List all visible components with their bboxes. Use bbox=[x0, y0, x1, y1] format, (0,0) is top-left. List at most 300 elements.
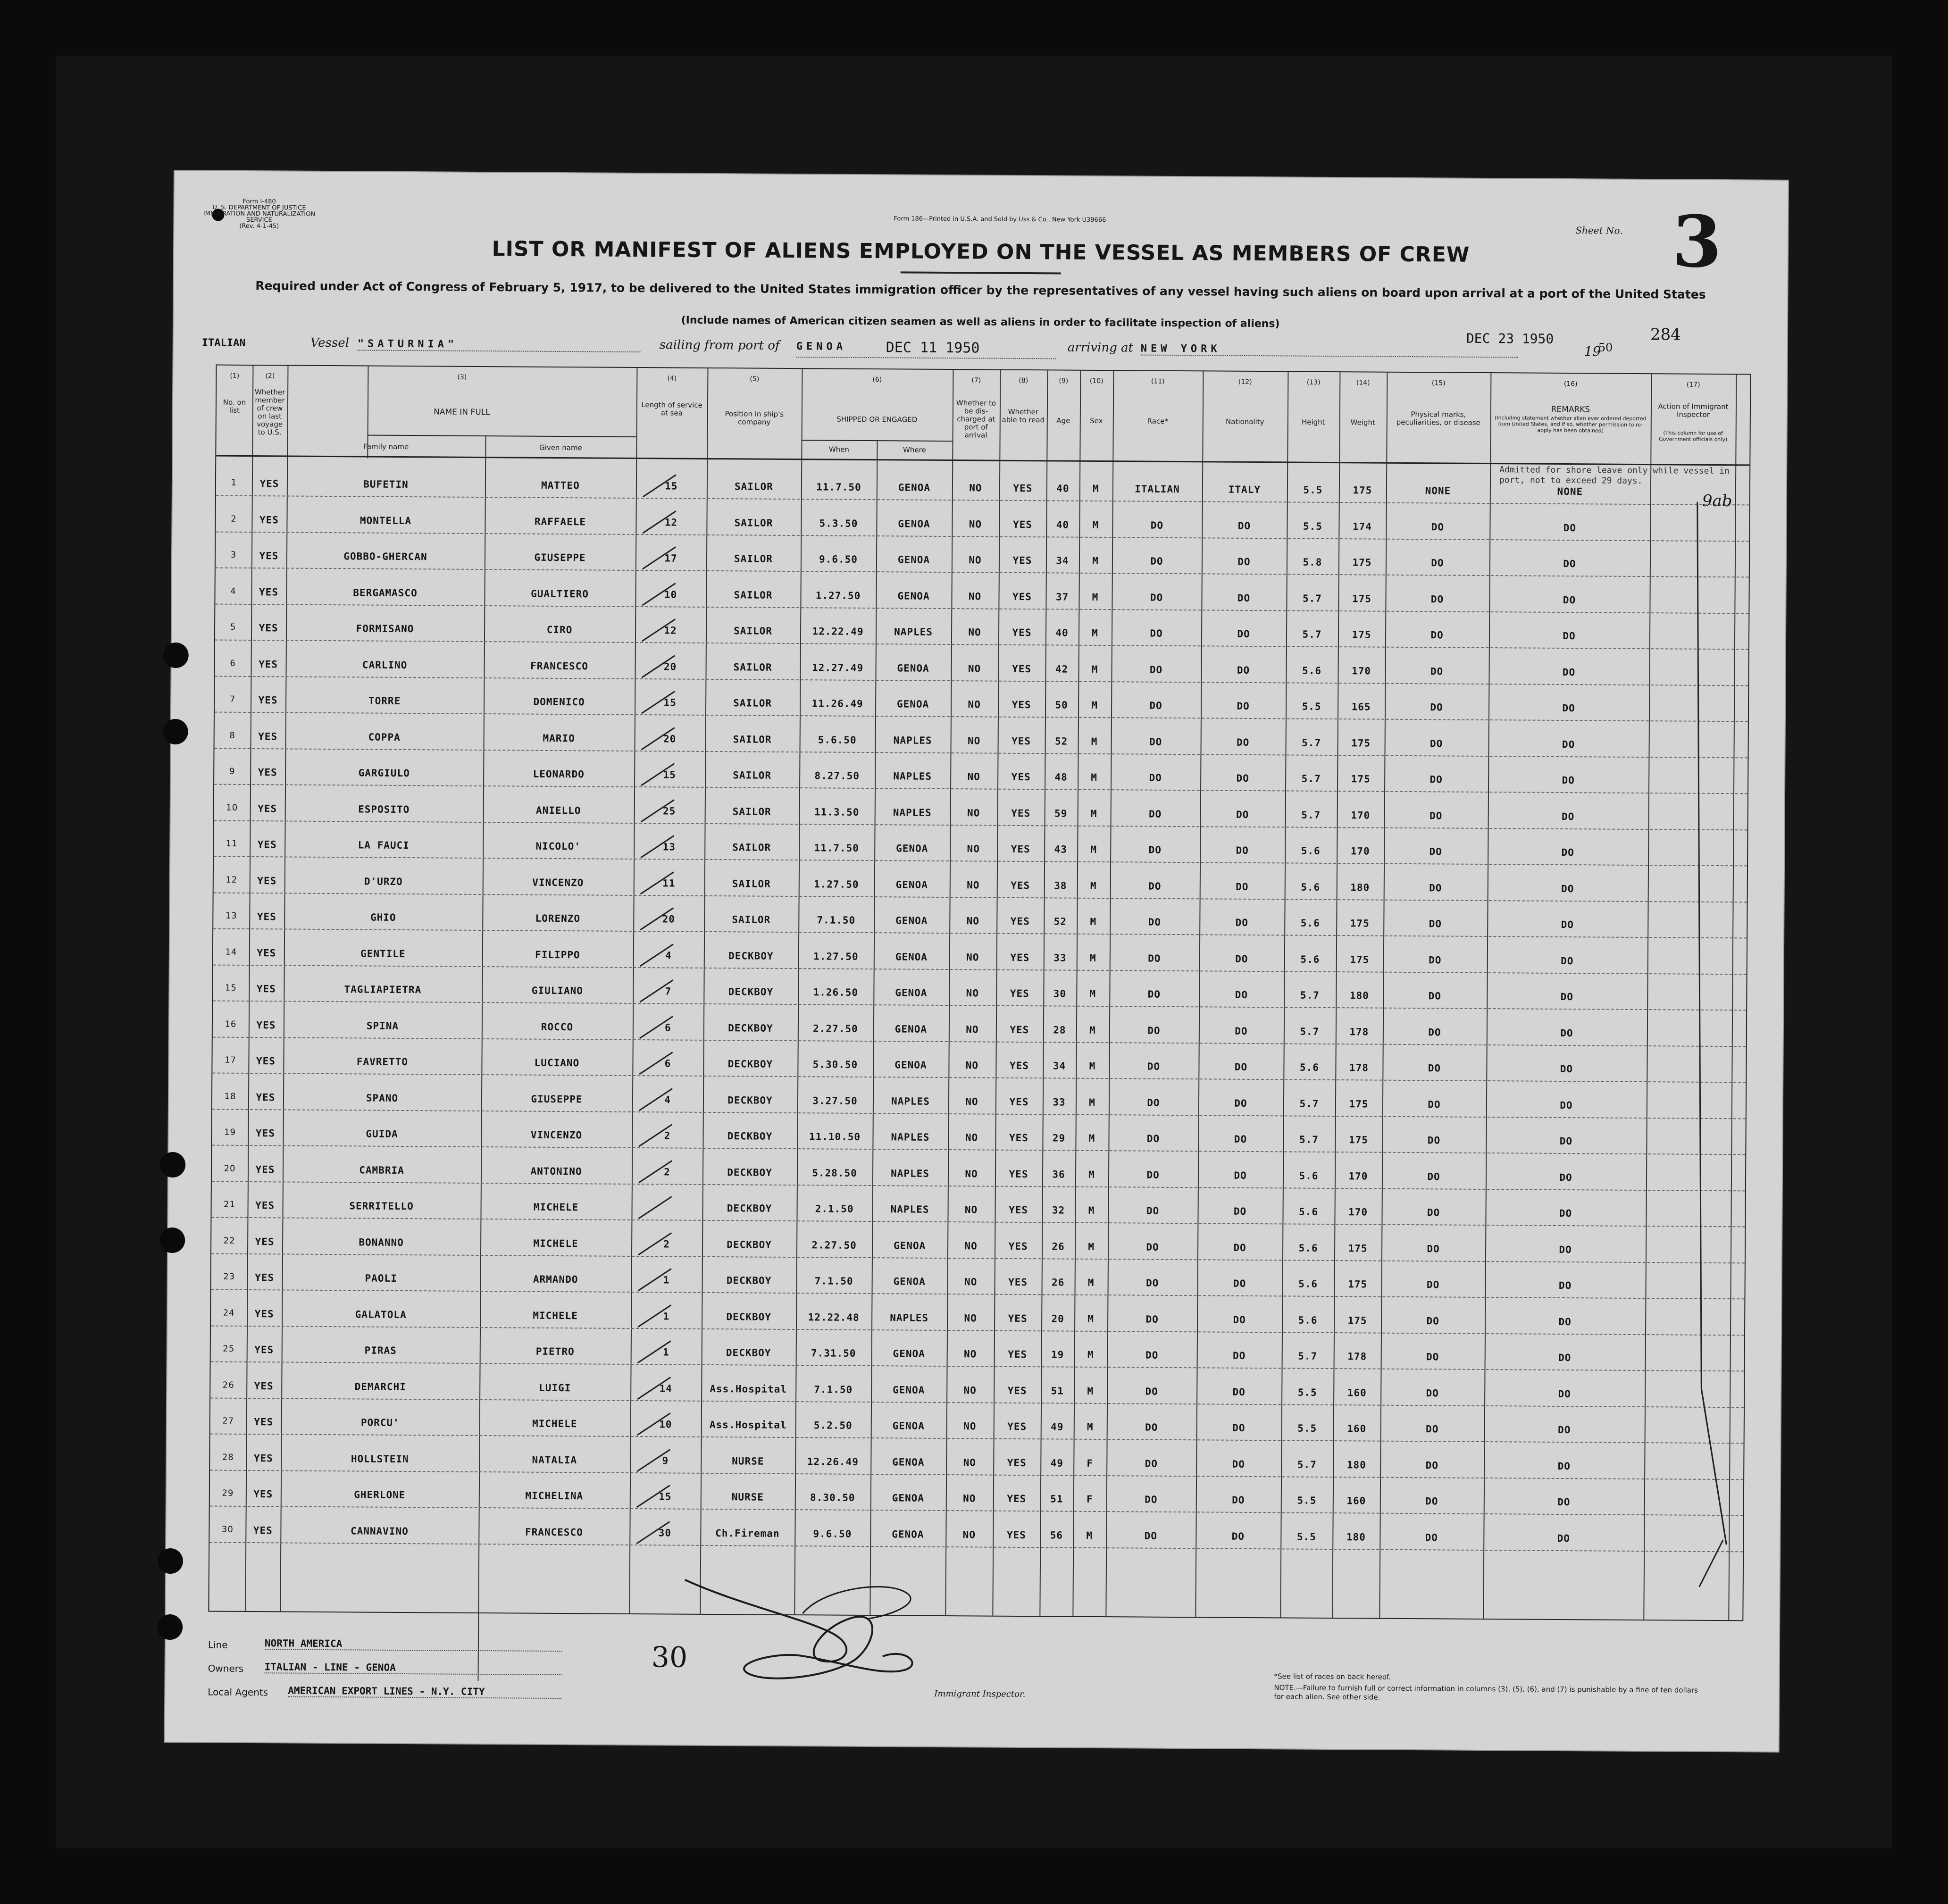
cell-shipped-where: GENOA bbox=[898, 482, 931, 493]
cell-sex: M bbox=[1089, 988, 1096, 1000]
punch-hole bbox=[163, 719, 188, 744]
cell-sex: M bbox=[1087, 1277, 1095, 1288]
cell-sex: M bbox=[1087, 1385, 1094, 1397]
cell-race: DO bbox=[1147, 1061, 1161, 1072]
header-remarks-note: (Including statement whether alien ever ordered deported from United States, and if so, whether permission to re-apply has been obtained) bbox=[1495, 415, 1647, 434]
cell-age: 51 bbox=[1050, 1493, 1063, 1505]
tally-tick bbox=[638, 868, 676, 896]
cell-shipped-where: GENOA bbox=[893, 1276, 926, 1287]
printer-line: Form 186—Printed in U.S.A. and Sold by Uss & Co., New York U39666 bbox=[894, 215, 1106, 224]
tally-tick bbox=[640, 543, 678, 571]
cell-height: 5.7 bbox=[1302, 628, 1322, 640]
cell-discharge: NO bbox=[963, 1493, 976, 1504]
cell-family-name: HOLLSTEIN bbox=[351, 1453, 409, 1465]
cell-family-name: TAGLIAPIETRA bbox=[344, 984, 422, 996]
cell-able-to-read: YES bbox=[1009, 1168, 1028, 1180]
cell-remarks: DO bbox=[1561, 919, 1574, 931]
cell-remarks: DO bbox=[1563, 522, 1577, 534]
cell-able-to-read: YES bbox=[1012, 735, 1031, 747]
cell-sex: M bbox=[1087, 1349, 1094, 1361]
cell-sex: F bbox=[1087, 1457, 1094, 1469]
cell-nationality: DO bbox=[1233, 1314, 1246, 1326]
cell-previous-voyage: YES bbox=[258, 694, 278, 706]
cell-given-name: LEONARDO bbox=[533, 768, 585, 780]
colnum-13: (13) bbox=[1306, 378, 1321, 386]
cell-position: SAILOR bbox=[734, 517, 773, 529]
agents-label: Local Agents bbox=[208, 1686, 268, 1698]
dotted-rule bbox=[796, 357, 1056, 359]
cell-family-name: PIRAS bbox=[364, 1344, 397, 1356]
cell-service-length: 15 bbox=[663, 697, 677, 709]
cell-service-length: 1 bbox=[662, 1346, 669, 1358]
cell-physical-marks: DO bbox=[1429, 954, 1442, 966]
cell-list-number: 21 bbox=[224, 1199, 236, 1210]
cell-shipped-when: 7.1.50 bbox=[814, 1275, 853, 1287]
cell-height: 5.7 bbox=[1297, 1459, 1317, 1470]
cell-remarks: DO bbox=[1557, 1460, 1571, 1472]
cell-list-number: 16 bbox=[225, 1019, 237, 1029]
cell-position: SAILOR bbox=[732, 842, 771, 853]
cell-previous-voyage: YES bbox=[253, 1524, 273, 1536]
cell-previous-voyage: YES bbox=[259, 478, 279, 490]
tally-tick bbox=[634, 1518, 672, 1546]
colnum-16: (16) bbox=[1563, 380, 1578, 388]
cell-family-name: GHIO bbox=[370, 911, 396, 923]
cell-shipped-where: GENOA bbox=[892, 1492, 925, 1504]
cell-shipped-when: 5.30.50 bbox=[812, 1059, 858, 1070]
cell-nationality: DO bbox=[1236, 844, 1249, 856]
cell-nationality: DO bbox=[1233, 1205, 1247, 1217]
cell-service-length: 20 bbox=[663, 660, 677, 673]
cell-list-number: 1 bbox=[231, 477, 237, 488]
cell-family-name: MONTELLA bbox=[360, 514, 412, 526]
manifest-sheet bbox=[165, 171, 1788, 1752]
cell-able-to-read: YES bbox=[1011, 807, 1031, 819]
cell-remarks: DO bbox=[1559, 1135, 1573, 1147]
cell-weight: 170 bbox=[1348, 1170, 1368, 1182]
cell-weight: 160 bbox=[1347, 1386, 1367, 1398]
cell-given-name: FRANCESCO bbox=[525, 1526, 583, 1538]
punch-hole bbox=[157, 1614, 183, 1640]
cell-able-to-read: YES bbox=[1012, 663, 1032, 675]
tally-tick bbox=[635, 1337, 673, 1365]
cell-sex: F bbox=[1086, 1493, 1093, 1505]
cell-race: DO bbox=[1150, 555, 1163, 567]
cell-service-length: 12 bbox=[664, 516, 678, 528]
cell-height: 5.7 bbox=[1302, 737, 1321, 749]
cell-weight: 174 bbox=[1352, 520, 1372, 533]
cell-shipped-when: 1.27.50 bbox=[815, 589, 861, 601]
cell-race: DO bbox=[1145, 1421, 1158, 1433]
cell-list-number: 4 bbox=[230, 586, 236, 596]
cell-shipped-when: 3.27.50 bbox=[812, 1094, 858, 1107]
cell-nationality: DO bbox=[1234, 1133, 1247, 1145]
cell-previous-voyage: YES bbox=[259, 586, 279, 598]
cell-remarks: DO bbox=[1561, 846, 1574, 859]
cell-height: 5.5 bbox=[1297, 1386, 1317, 1398]
cell-sex: M bbox=[1088, 1204, 1095, 1216]
cell-family-name: GHERLONE bbox=[354, 1489, 406, 1501]
cell-able-to-read: YES bbox=[1006, 1529, 1026, 1541]
cell-family-name: PORCU' bbox=[360, 1417, 400, 1428]
arrival-port: NEW YORK bbox=[1141, 343, 1518, 358]
tally-tick bbox=[639, 724, 677, 752]
cell-race: DO bbox=[1147, 1025, 1161, 1036]
cell-position: DECKBOY bbox=[727, 1166, 772, 1178]
cell-age: 37 bbox=[1055, 591, 1069, 603]
cell-given-name: VINCENZO bbox=[532, 877, 584, 888]
cell-nationality: DO bbox=[1232, 1422, 1246, 1434]
cell-weight: 170 bbox=[1352, 665, 1371, 677]
cell-able-to-read: YES bbox=[1009, 1060, 1029, 1072]
cell-shipped-when: 5.28.50 bbox=[812, 1167, 857, 1179]
cell-age: 28 bbox=[1053, 1024, 1066, 1036]
cell-able-to-read: YES bbox=[1011, 879, 1030, 891]
cell-sex: M bbox=[1088, 1132, 1095, 1144]
agents-value: AMERICAN EXPORT LINES - N.Y. CITY bbox=[288, 1685, 561, 1699]
total-count: 30 bbox=[651, 1641, 688, 1674]
cell-family-name: TORRE bbox=[368, 695, 401, 707]
cell-shipped-where: GENOA bbox=[895, 1059, 927, 1071]
cell-sex: M bbox=[1090, 916, 1097, 927]
cell-list-number: 18 bbox=[224, 1091, 236, 1102]
cell-family-name: SPINA bbox=[366, 1020, 399, 1032]
cell-shipped-when: 1.27.50 bbox=[813, 878, 859, 890]
cell-previous-voyage: YES bbox=[258, 767, 277, 778]
cell-weight: 175 bbox=[1351, 773, 1371, 785]
cell-discharge: NO bbox=[963, 1420, 977, 1432]
cell-shipped-when: 1.27.50 bbox=[813, 950, 859, 962]
cell-physical-marks: DO bbox=[1428, 1098, 1441, 1110]
cell-service-length: 25 bbox=[663, 805, 676, 817]
cell-sex: M bbox=[1087, 1421, 1094, 1433]
cell-shipped-where: GENOA bbox=[893, 1348, 925, 1360]
cell-race: DO bbox=[1148, 952, 1161, 964]
cell-race: ITALIAN bbox=[1135, 483, 1180, 495]
cell-height: 5.6 bbox=[1298, 1242, 1318, 1254]
cell-service-length: 30 bbox=[658, 1527, 672, 1538]
cell-weight: 175 bbox=[1348, 1134, 1369, 1146]
cell-discharge: NO bbox=[969, 554, 982, 566]
cell-sex: M bbox=[1090, 843, 1097, 855]
cell-sex: M bbox=[1089, 1024, 1096, 1036]
cell-previous-voyage: YES bbox=[256, 1091, 276, 1103]
cell-previous-voyage: YES bbox=[257, 875, 277, 886]
cell-age: 50 bbox=[1055, 699, 1068, 711]
cell-remarks: DO bbox=[1557, 1532, 1571, 1544]
colnum-15: (15) bbox=[1431, 379, 1446, 387]
cell-list-number: 6 bbox=[230, 658, 236, 668]
cell-able-to-read: YES bbox=[1008, 1276, 1028, 1288]
cell-shipped-when: 11.26.49 bbox=[811, 698, 863, 710]
cell-able-to-read: YES bbox=[1012, 554, 1032, 567]
cell-age: 30 bbox=[1053, 988, 1067, 1000]
cell-weight: 175 bbox=[1347, 1314, 1367, 1326]
cell-remarks: DO bbox=[1560, 1063, 1573, 1075]
cell-age: 26 bbox=[1051, 1277, 1065, 1288]
cell-remarks: DO bbox=[1558, 1424, 1571, 1436]
cell-family-name: BONANNO bbox=[359, 1236, 404, 1248]
cell-service-length: 2 bbox=[663, 1238, 670, 1250]
colnum-17: (17) bbox=[1686, 381, 1700, 389]
cell-race: DO bbox=[1148, 808, 1162, 820]
cell-shipped-where: GENOA bbox=[893, 1384, 925, 1396]
cell-remarks: DO bbox=[1558, 1279, 1572, 1292]
cell-nationality: DO bbox=[1235, 1025, 1248, 1037]
cell-race: DO bbox=[1148, 844, 1162, 856]
cell-remarks: DO bbox=[1563, 558, 1576, 570]
cell-previous-voyage: YES bbox=[254, 1344, 274, 1356]
header-able-to-read: Whether able to read bbox=[1002, 407, 1045, 425]
cell-previous-voyage: YES bbox=[253, 1488, 273, 1500]
cell-height: 5.7 bbox=[1299, 1134, 1319, 1145]
colnum-1: (1) bbox=[230, 372, 240, 380]
cell-shipped-where: NAPLES bbox=[894, 626, 933, 638]
cell-race: DO bbox=[1146, 1205, 1160, 1217]
cell-given-name: DOMENICO bbox=[533, 696, 585, 708]
cell-shipped-where: GENOA bbox=[895, 878, 928, 891]
cell-shipped-when: 11.3.50 bbox=[814, 806, 860, 818]
cell-family-name: LA FAUCI bbox=[358, 839, 410, 852]
cell-weight: 175 bbox=[1352, 557, 1372, 568]
cell-given-name: RAFFAELE bbox=[534, 516, 586, 527]
cell-service-length: 2 bbox=[664, 1166, 670, 1177]
cell-given-name: GIUSEPPE bbox=[531, 1093, 583, 1105]
cell-sex: M bbox=[1088, 1241, 1095, 1253]
header-age: Age bbox=[1056, 416, 1070, 425]
cell-remarks: DO bbox=[1562, 738, 1575, 750]
cell-able-to-read: YES bbox=[1009, 1132, 1029, 1144]
cell-physical-marks: DO bbox=[1428, 990, 1442, 1002]
tally-tick bbox=[638, 940, 676, 969]
cell-discharge: NO bbox=[968, 699, 981, 710]
cell-physical-marks: DO bbox=[1430, 774, 1443, 785]
cell-previous-voyage: YES bbox=[255, 1127, 276, 1139]
subtitle-note: (Include names of American citizen seamen as well as aliens in order to facilitate inspection of aliens) bbox=[681, 314, 1280, 330]
cell-height: 5.5 bbox=[1303, 520, 1322, 532]
sailing-label: sailing from port of bbox=[659, 338, 780, 353]
cell-remarks: DO bbox=[1561, 810, 1575, 822]
cell-weight: 165 bbox=[1351, 701, 1371, 713]
cell-shipped-when: 8.30.50 bbox=[810, 1492, 855, 1503]
cell-weight: 180 bbox=[1350, 881, 1370, 894]
cell-sex: M bbox=[1092, 519, 1099, 531]
cell-nationality: DO bbox=[1236, 809, 1249, 820]
cell-position: Ass.Hospital bbox=[710, 1383, 787, 1395]
cell-list-number: 11 bbox=[226, 838, 238, 849]
tally-tick bbox=[635, 1409, 673, 1437]
cell-service-length: 13 bbox=[662, 841, 676, 853]
cell-list-number: 25 bbox=[223, 1344, 235, 1354]
cell-discharge: NO bbox=[965, 1095, 978, 1107]
cell-shipped-when: 12.22.49 bbox=[812, 626, 864, 637]
cell-discharge: NO bbox=[966, 987, 979, 999]
header-where: Where bbox=[903, 445, 926, 454]
cell-sex: M bbox=[1091, 699, 1098, 711]
cell-height: 5.7 bbox=[1298, 1350, 1318, 1362]
inspector-label: Immigrant Inspector. bbox=[934, 1688, 1026, 1700]
cell-discharge: NO bbox=[965, 1168, 978, 1179]
cell-age: 52 bbox=[1054, 735, 1068, 747]
cell-race: DO bbox=[1148, 916, 1162, 928]
cell-weight: 175 bbox=[1348, 1278, 1368, 1290]
cell-age: 49 bbox=[1051, 1421, 1064, 1433]
cell-age: 56 bbox=[1050, 1529, 1063, 1541]
cell-remarks: DO bbox=[1562, 666, 1576, 678]
cell-remarks: DO bbox=[1558, 1352, 1572, 1364]
cell-weight: 175 bbox=[1348, 1242, 1368, 1254]
cell-physical-marks: DO bbox=[1427, 1243, 1440, 1254]
cell-discharge: NO bbox=[964, 1240, 978, 1252]
cell-list-number: 15 bbox=[225, 983, 237, 993]
cell-race: DO bbox=[1146, 1133, 1160, 1144]
cell-height: 5.5 bbox=[1302, 701, 1321, 712]
vessel-label: Vessel bbox=[310, 335, 350, 351]
cell-shipped-when: 2.27.50 bbox=[813, 1022, 858, 1035]
owners-value: ITALIAN - LINE - GENOA bbox=[265, 1661, 562, 1675]
cell-position: DECKBOY bbox=[727, 1094, 773, 1106]
cell-list-number: 19 bbox=[224, 1127, 236, 1137]
cell-nationality: DO bbox=[1237, 628, 1250, 640]
tally-tick bbox=[636, 1120, 674, 1149]
cell-given-name: GIUSEPPE bbox=[534, 551, 586, 564]
cell-weight: 170 bbox=[1348, 1206, 1368, 1218]
header-position: Position in ship's company bbox=[725, 409, 784, 426]
cell-shipped-where: GENOA bbox=[895, 987, 928, 999]
cell-given-name: ANIELLO bbox=[535, 804, 581, 816]
colnum-6: (6) bbox=[872, 376, 882, 384]
cell-remarks: DO bbox=[1560, 1027, 1573, 1039]
header-name-in-full: NAME IN FULL bbox=[434, 407, 490, 418]
cell-shipped-when: 7.31.50 bbox=[811, 1347, 856, 1359]
cell-position: DECKBOY bbox=[726, 1347, 771, 1359]
header-sex: Sex bbox=[1090, 416, 1103, 426]
cell-sex: M bbox=[1091, 735, 1098, 747]
cell-list-number: 14 bbox=[225, 947, 237, 957]
cell-shipped-when: 12.26.49 bbox=[807, 1455, 859, 1468]
cell-height: 5.6 bbox=[1300, 917, 1320, 929]
tally-tick bbox=[640, 507, 678, 535]
owners-label: Owners bbox=[208, 1662, 244, 1674]
stamp-number: 284 bbox=[1650, 325, 1681, 344]
cell-discharge: NO bbox=[967, 843, 980, 855]
header-inspector-action: Action of Immigrant Inspector bbox=[1658, 402, 1729, 419]
cell-shipped-where: GENOA bbox=[897, 590, 930, 602]
punch-hole bbox=[160, 1152, 185, 1177]
cell-given-name: PIETRO bbox=[535, 1345, 575, 1358]
cell-given-name: MICHELE bbox=[533, 1237, 578, 1249]
cell-nationality: DO bbox=[1235, 917, 1249, 928]
tally-tick bbox=[635, 1373, 673, 1402]
cell-family-name: FAVRETTO bbox=[356, 1056, 409, 1068]
cell-age: 19 bbox=[1051, 1349, 1064, 1361]
cell-service-length: 1 bbox=[663, 1274, 670, 1286]
cell-given-name: VINCENZO bbox=[530, 1129, 583, 1141]
page-title: LIST OR MANIFEST OF ALIENS EMPLOYED ON THE VESSEL AS MEMBERS OF CREW bbox=[492, 237, 1470, 267]
cell-shipped-where: GENOA bbox=[897, 662, 929, 674]
crew-rows bbox=[209, 460, 1749, 1564]
tally-tick bbox=[640, 615, 677, 643]
cell-given-name: ANTONINO bbox=[530, 1165, 582, 1177]
cell-service-length: 12 bbox=[664, 625, 677, 636]
cell-weight: 180 bbox=[1346, 1531, 1366, 1543]
cell-height: 5.6 bbox=[1299, 1206, 1319, 1218]
cell-previous-voyage: YES bbox=[255, 1272, 275, 1284]
cell-shipped-where: GENOA bbox=[892, 1456, 925, 1468]
cell-able-to-read: YES bbox=[1010, 1024, 1029, 1036]
cell-service-length: 14 bbox=[659, 1382, 672, 1394]
cell-height: 5.6 bbox=[1302, 665, 1322, 676]
cell-previous-voyage: YES bbox=[256, 1055, 276, 1067]
sheet-label: Sheet No. bbox=[1575, 225, 1623, 236]
cell-able-to-read: YES bbox=[1012, 518, 1032, 530]
cell-remarks: DO bbox=[1560, 991, 1574, 1003]
cell-given-name: MICHELE bbox=[533, 1201, 579, 1213]
cell-age: 40 bbox=[1056, 483, 1070, 494]
tally-tick bbox=[638, 832, 676, 860]
line-label: Line bbox=[208, 1639, 228, 1651]
cell-physical-marks: DO bbox=[1425, 1459, 1439, 1471]
cell-list-number: 22 bbox=[223, 1236, 235, 1246]
cell-discharge: NO bbox=[967, 771, 980, 783]
cell-nationality: DO bbox=[1237, 664, 1250, 676]
header-shipped-engaged: SHIPPED OR ENGAGED bbox=[836, 415, 918, 424]
cell-discharge: NO bbox=[967, 735, 981, 746]
cell-weight: 160 bbox=[1346, 1495, 1366, 1507]
title-rule bbox=[901, 271, 1061, 274]
sailing-date: DEC 11 1950 bbox=[886, 339, 980, 357]
cell-given-name: FRANCESCO bbox=[530, 660, 589, 672]
cell-physical-marks: DO bbox=[1429, 918, 1442, 930]
colnum-5: (5) bbox=[750, 375, 760, 383]
punch-hole bbox=[159, 1228, 185, 1253]
cell-remarks: DO bbox=[1558, 1316, 1572, 1328]
colnum-2: (2) bbox=[265, 372, 275, 380]
cell-nationality: DO bbox=[1232, 1458, 1246, 1470]
cell-position: DECKBOY bbox=[727, 1203, 772, 1214]
cell-remarks: DO bbox=[1560, 1099, 1573, 1111]
cell-weight: 175 bbox=[1349, 1098, 1369, 1110]
cell-shipped-where: GENOA bbox=[895, 951, 928, 963]
cell-nationality: DO bbox=[1232, 1494, 1245, 1506]
cell-given-name: GUALTIERO bbox=[531, 588, 589, 600]
cell-weight: 180 bbox=[1346, 1459, 1366, 1470]
cell-list-number: 10 bbox=[226, 802, 238, 813]
cell-nationality: DO bbox=[1237, 592, 1251, 604]
cell-able-to-read: YES bbox=[1010, 915, 1030, 927]
cell-discharge: NO bbox=[964, 1276, 978, 1288]
cell-position: NURSE bbox=[732, 1455, 764, 1467]
cell-weight: 170 bbox=[1350, 845, 1370, 857]
cell-given-name: GIULIANO bbox=[531, 985, 584, 997]
tally-tick bbox=[638, 904, 676, 932]
cell-given-name: FILIPPO bbox=[535, 949, 580, 960]
cell-discharge: NO bbox=[969, 482, 982, 494]
cell-list-number: 2 bbox=[231, 514, 237, 524]
races-note: *See list of races on back hereof. bbox=[1274, 1672, 1391, 1681]
cell-list-number: 26 bbox=[222, 1380, 234, 1390]
header-inspector-note: (This column for use of Government officials only) bbox=[1658, 430, 1728, 443]
footer bbox=[208, 1628, 1741, 1732]
subtitle: Required under Act of Congress of February 5, 1917, to be delivered to the United States immigration officer by the representatives of any vessel having such aliens on board upon arrival at a port of the United States bbox=[255, 279, 1706, 301]
cell-race: DO bbox=[1147, 1097, 1160, 1109]
cell-nationality: ITALY bbox=[1228, 484, 1261, 496]
cell-family-name: ESPOSITO bbox=[358, 803, 410, 815]
cell-sex: M bbox=[1090, 880, 1097, 892]
cell-able-to-read: YES bbox=[1008, 1312, 1028, 1324]
cell-family-name: GOBBO-GHERCAN bbox=[343, 551, 427, 563]
cell-previous-voyage: YES bbox=[255, 1200, 275, 1211]
